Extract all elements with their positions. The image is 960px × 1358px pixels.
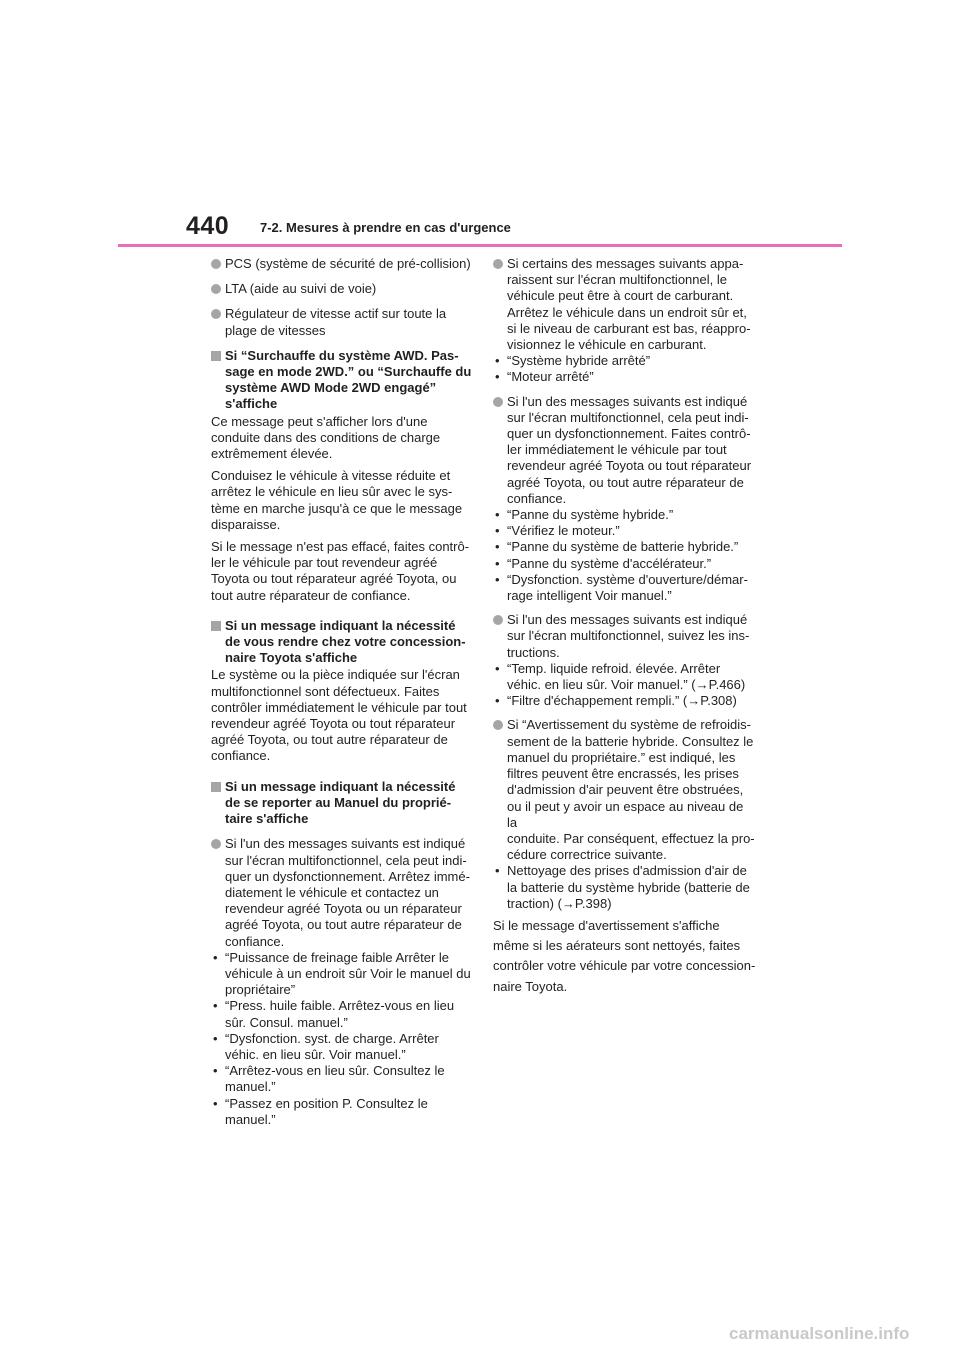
list-item: LTA (aide au suivi de voie) [211, 281, 473, 297]
dash-item: • “Puissance de freinage faible Arrêter le véhicule à un endroit sûr Voir le manuel du propriétaire” [213, 949, 471, 998]
bullet-dot-icon [211, 259, 221, 269]
page-number: 440 [186, 212, 230, 240]
list-item: Si l'un des messages suivants est indiqué sur l'écran multifonctionnel, suivez les ins- tructions. [493, 612, 757, 661]
list-item: Si l'un des messages suivants est indiqué sur l'écran multifonctionnel, cela peut indi- quer un dysfonctionnement. Arrêtez immé- diatement le véhicule et contactez un revendeur agréé Toyota ou un réparateur agréé Toyota, ou tout autre réparateur de confiance. [211, 836, 473, 949]
watermark: carmanualsonline.info [729, 1324, 910, 1343]
dash-item: • “Moteur arrêté” [495, 369, 594, 385]
subheading-dealer: Si un message indiquant la nécessité de vous rendre chez votre concession- naire Toyota s'affiche [211, 618, 473, 667]
subheading-manual: Si un message indiquant la nécessité de se reporter au Manuel du proprié- taire s'affiche [211, 779, 473, 828]
dash-item: • “Temp. liquide refroid. élevée. Arrêter véhic. en lieu sûr. Voir manuel.” (→P.466) [495, 660, 746, 693]
dash-item: • “Press. huile faible. Arrêtez-vous en lieu sûr. Consul. manuel.” [213, 998, 455, 1030]
closing-line: même si les aérateurs sont nettoyés, faites [493, 938, 741, 954]
header-rule [118, 244, 842, 247]
closing-line: Si le message d'avertissement s'affiche [493, 917, 720, 933]
closing-line: naire Toyota. [493, 978, 568, 994]
bullet-dot-icon [211, 284, 221, 294]
list-item: PCS (système de sécurité de pré-collision) [211, 256, 473, 272]
paragraph: Ce message peut s'afficher lors d'une conduite dans des conditions de charge extrêmement élevée. [211, 413, 441, 462]
square-bullet-icon [211, 621, 221, 631]
page-header [0, 0, 960, 250]
paragraph: Conduisez le véhicule à vitesse réduite et arrêtez le véhicule en lieu sûr avec le sys- tème en marche jusqu'à ce que le message disparaisse. [211, 468, 463, 532]
list-item: Si certains des messages suivants appa- raissent sur l'écran multifonctionnel, le véhicule peut être à court de carburant. Arrêtez le véhicule dans un endroit sûr et, si le niveau de carburant est bas, réappro- visionnez le véhicule en carburant. [493, 256, 757, 353]
left-column [211, 256, 473, 1128]
bullet-dot-icon [493, 397, 503, 407]
list-item: Si l'un des messages suivants est indiqué sur l'écran multifonctionnel, cela peut indi- quer un dysfonctionnement. Faites contrô- ler immédiatement le véhicule par tout revendeur agréé Toyota ou tout réparateur agréé Toyota, ou tout autre réparateur de confiance. [493, 394, 757, 507]
subheading-awd: Si “Surchauffe du système AWD. Pas- sage en mode 2WD.” ou “Surchauffe du système AWD Mode 2WD engagé” s'affiche [211, 348, 473, 413]
dash-item: • “Dysfonction. syst. de charge. Arrêter véhic. en lieu sûr. Voir manuel.” [213, 1030, 439, 1062]
dash-item: • “Panne du système de batterie hybride.” [495, 539, 739, 555]
dash-item: • “Vérifiez le moteur.” [495, 523, 620, 539]
dash-item: • “Système hybride arrêté” [495, 353, 651, 369]
dash-item: • “Filtre d'échappement rempli.” (→P.308) [495, 693, 737, 709]
list-item: Si “Avertissement du système de refroidis- sement de la batterie hybride. Consultez le manuel du propriétaire.” est indiqué, les filtres peuvent être encrassés, les prises d'admission d'air peuvent être obstruées, ou il peut y avoir un espace au niveau de la conduite. Par conséquent, effectuez la pro- cédure correctrice suivante. [493, 717, 757, 863]
list-item: Régulateur de vitesse actif sur toute la plage de vitesses [211, 306, 473, 338]
paragraph: Le système ou la pièce indiquée sur l'écran multifonctionnel sont défectueux. Faites contrôler immédiatement le véhicule par tout revendeur agréé Toyota ou tout réparateur agréé Toyota, ou tout autre réparateur de confiance. [211, 667, 467, 764]
square-bullet-icon [211, 351, 221, 361]
square-bullet-icon [211, 782, 221, 792]
dash-item: • “Passez en position P. Consultez le manuel.” [213, 1095, 428, 1127]
dash-item: • “Dysfonction. système d'ouverture/démar- rage intelligent Voir manuel.” [495, 571, 748, 604]
right-column [493, 256, 757, 997]
dash-item: • “Arrêtez-vous en lieu sûr. Consultez le manuel.” [213, 1063, 445, 1095]
dash-item: • “Panne du système hybride.” [495, 507, 674, 523]
bullet-dot-icon [493, 720, 503, 730]
paragraph: Si le message n'est pas effacé, faites contrô- ler le véhicule par tout revendeur agréé Toyota ou tout réparateur agréé Toyota, ou tout autre réparateur de confiance. [211, 539, 470, 603]
bullet-dot-icon [493, 615, 503, 625]
closing-line: contrôler votre véhicule par votre concession- [493, 958, 756, 974]
section-title: 7-2. Mesures à prendre en cas d'urgence [260, 220, 511, 235]
bullet-dot-icon [211, 309, 221, 319]
bullet-dot-icon [211, 839, 221, 849]
dash-item: • Nettoyage des prises d'admission d'air de la batterie du système hybride (batterie de traction) (→P.398) [495, 863, 750, 911]
bullet-dot-icon [493, 259, 503, 269]
dash-item: • “Panne du système d'accélérateur.” [495, 555, 712, 571]
